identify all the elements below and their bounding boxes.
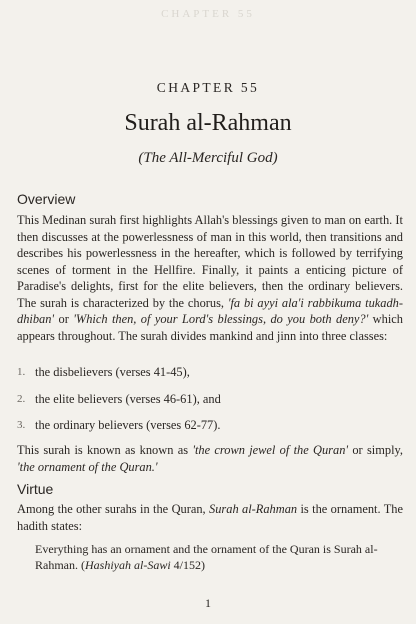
overview-text-2: or bbox=[54, 312, 74, 326]
crown-text-1: This surah is known as known as bbox=[17, 443, 193, 457]
overview-text-3: which appears throughout. The surah divides mankind and jinn into three classes: bbox=[17, 312, 403, 343]
quote-text-1: Everything has an ornament and the ornament of the Quran is Surah al-Rahman. ( bbox=[35, 542, 378, 572]
list-text: the elite believers (verses 46-61), and bbox=[35, 391, 221, 406]
overview-heading: Overview bbox=[17, 191, 76, 207]
list-number: 3. bbox=[17, 419, 26, 431]
list-item bbox=[17, 364, 403, 381]
quote-text-2: 4/152) bbox=[170, 558, 206, 572]
running-head: CHAPTER 55 bbox=[161, 8, 255, 20]
classes-list bbox=[17, 364, 403, 444]
virtue-text-1: Among the other surahs in the Quran, bbox=[17, 502, 210, 516]
surah-name: Surah al-Rahman bbox=[209, 502, 298, 516]
list-number: 2. bbox=[17, 392, 26, 405]
virtue-heading: Virtue bbox=[17, 481, 54, 497]
virtue-paragraph bbox=[17, 501, 403, 534]
quote-source: Hashiyah al-Sawi bbox=[85, 558, 171, 572]
overview-paragraph bbox=[17, 212, 403, 344]
crown-jewel-paragraph bbox=[17, 442, 403, 475]
overview-text-1: This Medinan surah first highlights Allah's blessings given to man on earth. It then discusses at the powerlessness of man in this world, then transitions and describes his powerlessness in the hereafter, which is followed by terrifying scenes of torment in the Hellfire. Finally, it paints a enticing picture of Paradise's delights, first for the elite believers, then the ordinary believers. The surah is characterized by the chorus, bbox=[17, 213, 403, 310]
page-number: 1 bbox=[205, 596, 211, 610]
chorus-transliteration: 'fa bi ayyi ala'i rabbikuma tukadh-dhiban' bbox=[17, 295, 404, 326]
list-text: the ordinary believers (verses 62-77). bbox=[35, 418, 221, 432]
chapter-label: CHAPTER 55 bbox=[156, 80, 260, 95]
virtue-text-2: is the ornament. The hadith states: bbox=[17, 502, 403, 533]
list-text: the disbelievers (verses 41-45), bbox=[35, 365, 190, 379]
crown-jewel-phrase: 'the crown jewel of the Quran' bbox=[192, 443, 349, 457]
ornament-phrase: 'the ornament of the Quran.' bbox=[17, 459, 158, 474]
list-number: 1. bbox=[17, 366, 26, 378]
list-item bbox=[17, 417, 403, 434]
list-item bbox=[17, 391, 403, 408]
crown-text-2: or simply, bbox=[348, 443, 404, 457]
chapter-subtitle: (The All-Merciful God) bbox=[138, 150, 278, 166]
chapter-title: Surah al-Rahman bbox=[124, 110, 292, 136]
hadith-quote bbox=[35, 541, 395, 573]
chorus-translation: 'Which then, of your Lord's blessings, do you both deny?' bbox=[73, 312, 369, 326]
